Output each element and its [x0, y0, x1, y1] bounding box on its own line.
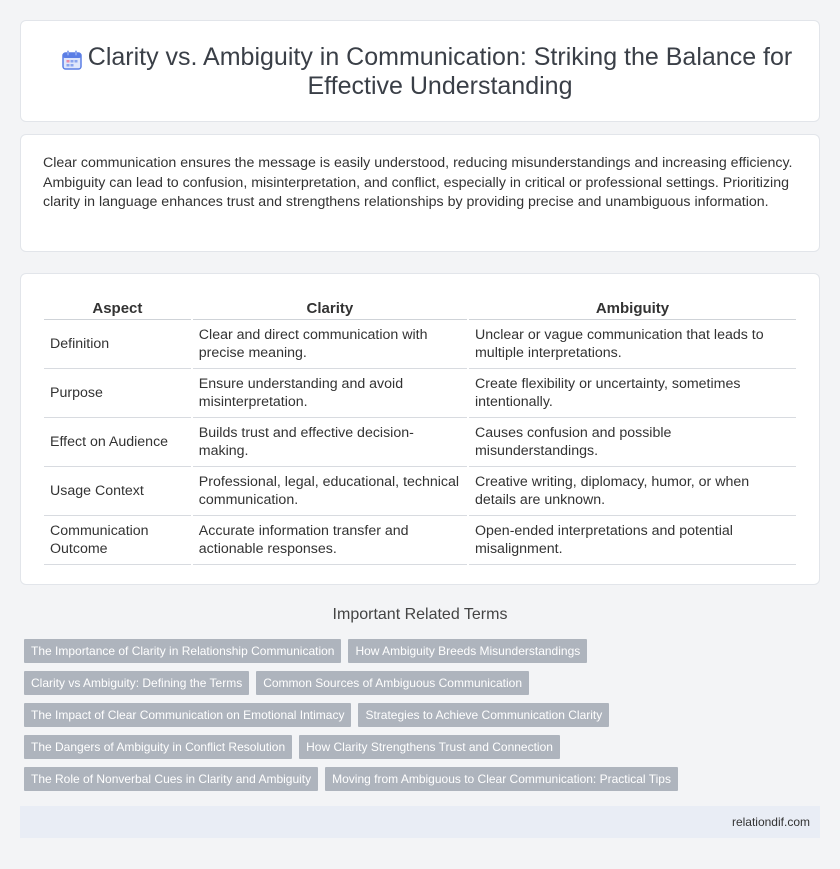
row-aspect: Definition — [44, 320, 191, 369]
row-clarity: Clear and direct communication with precise meaning. — [193, 320, 467, 369]
row-ambiguity: Unclear or vague communication that leads to multiple interpretations. — [469, 320, 796, 369]
related-term-link[interactable]: The Importance of Clarity in Relationship Communication — [24, 639, 341, 663]
related-term-link[interactable]: The Impact of Clear Communication on Emotional Intimacy — [24, 703, 351, 727]
tag-row — [24, 735, 804, 759]
row-clarity: Professional, legal, educational, technical communication. — [193, 467, 467, 516]
table-row — [44, 369, 796, 418]
table-header-row — [44, 296, 796, 320]
page-title: Clarity vs. Ambiguity in Communication: Striking the Balance for Effective Understanding — [87, 43, 793, 100]
related-term-link[interactable]: The Role of Nonverbal Cues in Clarity and Ambiguity — [24, 767, 318, 791]
related-terms-list — [24, 639, 804, 799]
row-ambiguity: Causes confusion and possible misunderstandings. — [469, 418, 796, 467]
row-aspect: Purpose — [44, 369, 191, 418]
related-terms-title: Important Related Terms — [332, 606, 508, 623]
site-link[interactable]: relationdif.com — [731, 815, 810, 829]
row-clarity: Accurate information transfer and actionable responses. — [193, 516, 467, 565]
related-term-link[interactable]: Strategies to Achieve Communication Clarity — [358, 703, 609, 727]
row-clarity: Ensure understanding and avoid misinterpretation. — [193, 369, 467, 418]
row-aspect: Communication Outcome — [44, 516, 191, 565]
comparison-table — [42, 296, 798, 565]
comparison-card — [20, 273, 820, 585]
row-aspect: Usage Context — [44, 467, 191, 516]
intro-card — [20, 134, 820, 252]
row-ambiguity: Create flexibility or uncertainty, sometimes intentionally. — [469, 369, 796, 418]
tag-row — [24, 703, 804, 727]
tag-row — [24, 639, 804, 663]
table-row — [44, 516, 796, 565]
table-row — [44, 418, 796, 467]
intro-text: Clear communication ensures the message is easily understood, reducing misunderstandings and increasing efficiency. Ambiguity can lead to confusion, misinterpretation, and conflict, especially in critical or professional settings. Prioritizing clarity in language enhances trust and strengthens relationships by providing precise and unambiguous information. — [43, 155, 793, 210]
calendar-icon — [61, 49, 83, 71]
related-term-link[interactable]: Moving from Ambiguous to Clear Communication: Practical Tips — [325, 767, 678, 791]
related-term-link[interactable]: How Ambiguity Breeds Misunderstandings — [348, 639, 587, 663]
related-term-link[interactable]: How Clarity Strengthens Trust and Connection — [299, 735, 560, 759]
related-term-link[interactable]: The Dangers of Ambiguity in Conflict Resolution — [24, 735, 292, 759]
tag-row — [24, 767, 804, 791]
table-row — [44, 467, 796, 516]
row-aspect: Effect on Audience — [44, 418, 191, 467]
row-ambiguity: Creative writing, diplomacy, humor, or when details are unknown. — [469, 467, 796, 516]
header-card — [20, 20, 820, 122]
row-ambiguity: Open-ended interpretations and potential misalignment. — [469, 516, 796, 565]
header-clarity: Clarity — [193, 296, 467, 320]
related-term-link[interactable]: Clarity vs Ambiguity: Defining the Terms — [24, 671, 249, 695]
related-term-link[interactable]: Common Sources of Ambiguous Communication — [256, 671, 529, 695]
header-ambiguity: Ambiguity — [469, 296, 796, 320]
table-row — [44, 320, 796, 369]
footer — [20, 806, 820, 838]
header-aspect: Aspect — [44, 296, 191, 320]
row-clarity: Builds trust and effective decision-making. — [193, 418, 467, 467]
tag-row — [24, 671, 804, 695]
